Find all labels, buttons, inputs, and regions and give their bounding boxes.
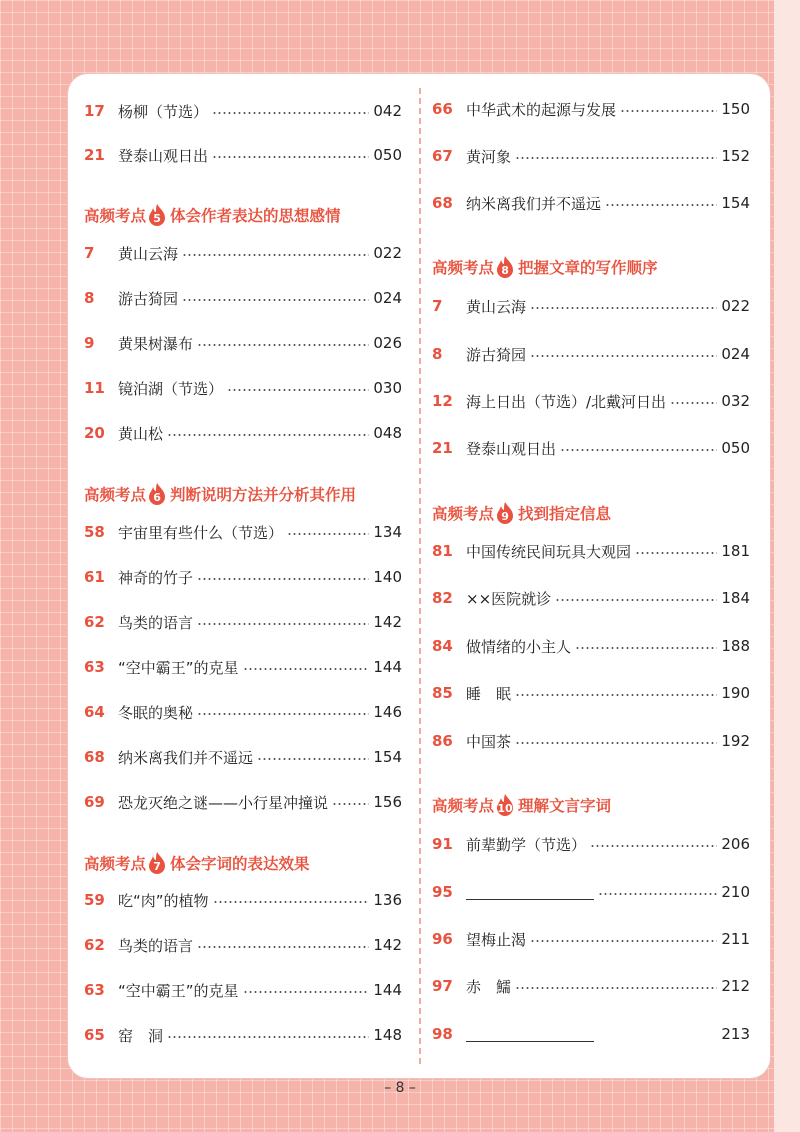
entry-title: “空中霸王”的克星 [118, 658, 239, 677]
entry-number: 65 [84, 1026, 105, 1044]
flame-badge-icon [496, 256, 514, 278]
entry-title: 做情绪的小主人 [466, 637, 572, 656]
entry-number: 20 [84, 424, 105, 442]
entry-number: 68 [84, 748, 105, 766]
leader-dots [598, 893, 717, 895]
leader-dots [197, 946, 369, 948]
leader-dots [530, 940, 717, 942]
column-divider [419, 88, 421, 1064]
entry-page: 148 [373, 1026, 402, 1044]
entry-number: 84 [432, 637, 453, 655]
leader-space [598, 1035, 717, 1037]
entry-page: 022 [721, 297, 750, 315]
section-heading [432, 498, 762, 528]
badge-number: 9 [501, 509, 509, 523]
toc-entry[interactable] [84, 140, 402, 170]
badge-number: 8 [501, 263, 509, 277]
entry-page: 142 [373, 936, 402, 954]
section-prefix: 高频考点 [84, 486, 147, 504]
entry-title: 游古猗园 [466, 345, 527, 364]
toc-entry[interactable] [432, 877, 750, 907]
entry-number: 7 [84, 244, 95, 262]
entry-title: ××医院就诊 [466, 589, 552, 608]
entry-page: 190 [721, 684, 750, 702]
entry-title: 黄山松 [118, 424, 164, 443]
entry-number: 96 [432, 930, 453, 948]
page-number: – 8 – [384, 1080, 416, 1096]
toc-entry[interactable] [432, 726, 750, 756]
entry-number: 63 [84, 981, 105, 999]
leader-dots [515, 157, 717, 159]
leader-dots [590, 845, 717, 847]
entry-page: 026 [373, 334, 402, 352]
entry-title: “空中霸王”的克星 [118, 981, 239, 1000]
leader-dots [287, 533, 369, 535]
section-heading [432, 790, 762, 820]
section-title: 判断说明方法并分析其作用 [170, 486, 357, 504]
entry-page: 150 [721, 100, 750, 118]
leader-dots [605, 204, 717, 206]
title-blank-line [466, 885, 594, 900]
section-prefix: 高频考点 [84, 855, 147, 873]
toc-entry[interactable] [84, 283, 402, 313]
entry-title: 纳米离我们并不遥远 [118, 748, 254, 767]
entry-page: 146 [373, 703, 402, 721]
entry-page: 192 [721, 732, 750, 750]
entry-title: 鸟类的语言 [118, 936, 194, 955]
leader-dots [555, 599, 717, 601]
toc-entry[interactable] [432, 291, 750, 321]
entry-page: 144 [373, 981, 402, 999]
entry-title: 黄河象 [466, 147, 512, 166]
entry-number: 21 [84, 146, 105, 164]
entry-page: 134 [373, 523, 402, 541]
section-title: 体会作者表达的思想感情 [170, 207, 341, 225]
entry-title: 神奇的竹子 [118, 568, 194, 587]
entry-title: 中华武术的起源与发展 [466, 100, 617, 119]
flame-badge-icon [496, 502, 514, 524]
flame-badge-icon [148, 483, 166, 505]
entry-number: 12 [432, 392, 453, 410]
leader-dots [197, 713, 369, 715]
toc-entry[interactable] [432, 386, 750, 416]
badge-number: 5 [153, 211, 161, 225]
toc-entry[interactable] [84, 562, 402, 592]
toc-entry[interactable] [84, 96, 402, 126]
entry-number: 91 [432, 835, 453, 853]
entry-number: 58 [84, 523, 105, 541]
entry-page: 022 [373, 244, 402, 262]
entry-title: 游古猗园 [118, 289, 179, 308]
toc-entry[interactable] [432, 583, 750, 613]
entry-title: 登泰山观日出 [118, 146, 209, 165]
badge-number: 10 [497, 801, 513, 815]
flame-badge-icon [148, 852, 166, 874]
toc-entry[interactable] [84, 652, 402, 682]
entry-page: 048 [373, 424, 402, 442]
leader-dots [197, 344, 369, 346]
entry-number: 82 [432, 589, 453, 607]
entry-page: 042 [373, 102, 402, 120]
section-title: 理解文言字词 [518, 797, 612, 815]
entry-title: 赤 鱬 [466, 977, 512, 996]
entry-number: 98 [432, 1025, 453, 1043]
entry-number: 68 [432, 194, 453, 212]
entry-page: 210 [721, 883, 750, 901]
entry-number: 59 [84, 891, 105, 909]
entry-page: 154 [373, 748, 402, 766]
toc-entry[interactable] [432, 188, 750, 218]
entry-title: 镜泊湖（节选） [118, 379, 224, 398]
leader-dots [515, 694, 717, 696]
toc-entry[interactable] [432, 536, 750, 566]
entry-title: 宇宙里有些什么（节选） [118, 523, 284, 542]
title-blank-line [466, 1027, 594, 1042]
entry-page: 184 [721, 589, 750, 607]
entry-title: 黄山云海 [118, 244, 179, 263]
leader-dots [670, 402, 717, 404]
badge-number: 6 [153, 490, 161, 504]
toc-entry[interactable] [84, 373, 402, 403]
entry-title: 吃“肉”的植物 [118, 891, 209, 910]
leader-dots [167, 1036, 369, 1038]
entry-page: 156 [373, 793, 402, 811]
entry-title: 黄山云海 [466, 297, 527, 316]
toc-entry[interactable] [432, 924, 750, 954]
toc-entry[interactable] [432, 1019, 750, 1049]
leader-dots [227, 389, 369, 391]
entry-title: 鸟类的语言 [118, 613, 194, 632]
toc-entry[interactable] [84, 787, 402, 817]
leader-dots [167, 434, 369, 436]
section-prefix: 高频考点 [432, 259, 495, 277]
toc-entry[interactable] [84, 328, 402, 358]
flame-badge-icon [148, 204, 166, 226]
entry-number: 63 [84, 658, 105, 676]
leader-dots [530, 355, 717, 357]
entry-number: 62 [84, 936, 105, 954]
flame-badge-icon [496, 794, 514, 816]
toc-entry[interactable] [432, 339, 750, 369]
entry-page: 206 [721, 835, 750, 853]
leader-dots [332, 803, 369, 805]
entry-title: 恐龙灭绝之谜——小行星冲撞说 [118, 793, 329, 812]
leader-dots [243, 991, 370, 993]
entry-number: 69 [84, 793, 105, 811]
section-prefix: 高频考点 [84, 207, 147, 225]
toc-entry[interactable] [432, 631, 750, 661]
leader-dots [197, 623, 369, 625]
entry-title: 中国传统民间玩具大观园 [466, 542, 632, 561]
page-edge [774, 0, 800, 1132]
entry-title: 杨柳（节选） [118, 102, 209, 121]
entry-title: 前辈勤学（节选） [466, 835, 587, 854]
entry-page: 213 [721, 1025, 750, 1043]
leader-dots [243, 668, 370, 670]
entry-number: 81 [432, 542, 453, 560]
toc-entry[interactable] [84, 742, 402, 772]
entry-page: 212 [721, 977, 750, 995]
toc-entry[interactable] [84, 607, 402, 637]
leader-dots [575, 647, 717, 649]
entry-number: 95 [432, 883, 453, 901]
leader-dots [212, 156, 369, 158]
toc-entry[interactable] [84, 885, 402, 915]
entry-page: 030 [373, 379, 402, 397]
entry-number: 7 [432, 297, 443, 315]
leader-dots [212, 112, 369, 114]
toc-entry[interactable] [84, 975, 402, 1005]
badge-number: 7 [153, 859, 161, 873]
section-prefix: 高频考点 [432, 505, 495, 523]
toc-entry[interactable] [84, 517, 402, 547]
entry-page: 144 [373, 658, 402, 676]
leader-dots [515, 742, 717, 744]
entry-title: 黄果树瀑布 [118, 334, 194, 353]
section-heading [84, 200, 414, 230]
entry-number: 86 [432, 732, 453, 750]
entry-page: 050 [721, 439, 750, 457]
section-heading [84, 479, 414, 509]
section-heading [432, 252, 762, 282]
entry-page: 024 [721, 345, 750, 363]
toc-entry[interactable] [432, 433, 750, 463]
entry-number: 61 [84, 568, 105, 586]
leader-dots [182, 299, 369, 301]
entry-title: 纳米离我们并不遥远 [466, 194, 602, 213]
toc-entry[interactable] [432, 94, 750, 124]
toc-entry[interactable] [432, 141, 750, 171]
entry-number: 21 [432, 439, 453, 457]
entry-number: 64 [84, 703, 105, 721]
toc-entry[interactable] [84, 1020, 402, 1050]
entry-number: 67 [432, 147, 453, 165]
toc-entry[interactable] [84, 697, 402, 727]
leader-dots [515, 987, 717, 989]
entry-page: 024 [373, 289, 402, 307]
entry-number: 97 [432, 977, 453, 995]
toc-entry[interactable] [84, 418, 402, 448]
leader-dots [213, 901, 370, 903]
entry-page: 136 [373, 891, 402, 909]
leader-dots [197, 578, 369, 580]
toc-entry[interactable] [432, 678, 750, 708]
section-heading [84, 848, 414, 878]
entry-number: 85 [432, 684, 453, 702]
entry-page: 142 [373, 613, 402, 631]
entry-page: 152 [721, 147, 750, 165]
leader-dots [257, 758, 369, 760]
section-prefix: 高频考点 [432, 797, 495, 815]
entry-number: 66 [432, 100, 453, 118]
leader-dots [530, 307, 717, 309]
toc-card [68, 74, 770, 1078]
toc-entry[interactable] [432, 971, 750, 1001]
section-title: 把握文章的写作顺序 [518, 259, 658, 277]
entry-page: 154 [721, 194, 750, 212]
entry-page: 211 [721, 930, 750, 948]
leader-dots [560, 449, 717, 451]
entry-number: 17 [84, 102, 105, 120]
entry-page: 188 [721, 637, 750, 655]
entry-page: 050 [373, 146, 402, 164]
entry-title: 睡 眠 [466, 684, 512, 703]
toc-entry[interactable] [84, 930, 402, 960]
entry-title: 海上日出（节选）/北戴河日出 [466, 392, 667, 411]
entry-number: 8 [432, 345, 443, 363]
entry-title: 窑 洞 [118, 1026, 164, 1045]
entry-title: 望梅止渴 [466, 930, 527, 949]
entry-title: 登泰山观日出 [466, 439, 557, 458]
entry-title: 冬眠的奥秘 [118, 703, 194, 722]
entry-page: 181 [721, 542, 750, 560]
entry-number: 9 [84, 334, 95, 352]
entry-number: 8 [84, 289, 95, 307]
toc-entry[interactable] [432, 829, 750, 859]
leader-dots [635, 552, 717, 554]
section-title: 体会字词的表达效果 [170, 855, 310, 873]
entry-page: 032 [721, 392, 750, 410]
entry-page: 140 [373, 568, 402, 586]
entry-number: 11 [84, 379, 105, 397]
leader-dots [620, 110, 717, 112]
section-title: 找到指定信息 [518, 505, 612, 523]
leader-dots [182, 254, 369, 256]
entry-number: 62 [84, 613, 105, 631]
toc-entry[interactable] [84, 238, 402, 268]
entry-title: 中国茶 [466, 732, 512, 751]
